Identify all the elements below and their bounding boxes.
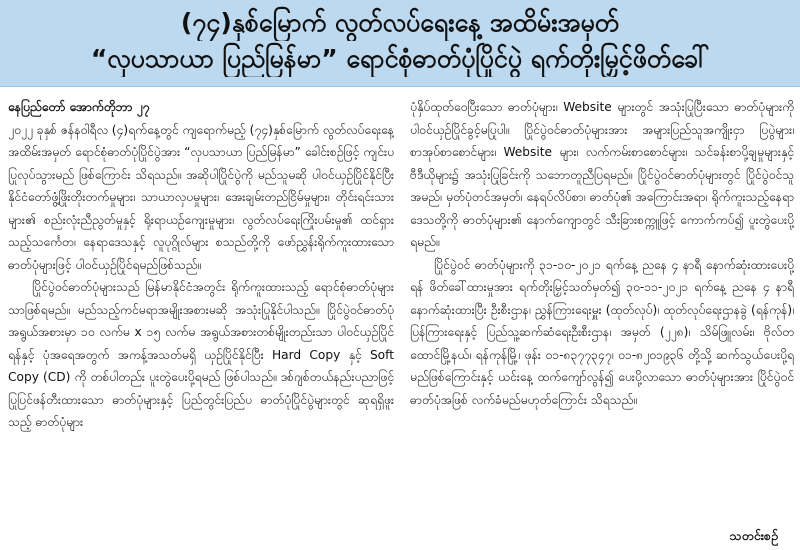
article-paragraph: ပုံနှိပ်ထုတ်ဝေပြီးသော ဓာတ်ပုံများ၊ Website များတွင် အသုံးပြုပြီးသော ဓာတ်ပုံများကို ပါဝင်ယှဉ်ပြိုင်ခွင့်မပြုပါ။ ပြိုင်ပွဲဝင်ဓာတ်ပုံများအား အများပြည်သူအကျိုးငှာ ပြပွဲများ၊ စာအုပ်စာစောင်များ၊ Website များ၊ လက်ကမ်းစာစောင်များ၊ သင်ခန်းစာပို့ချမှုများနှင့် ဗီဒီယိုများ၌ အသုံးပြုခြင်းကို သဘောတူညီပြရမည်။ ပြိုင်ပွဲဝင်ဓာတ်ပုံများတွင် ပြိုင်ပွဲဝင်သူအမည်၊ မှတ်ပုံတင်အမှတ်၊ နေရပ်လိပ်စာ၊ ဓာတ်ပုံ၏ အကြောင်းအရာ၊ ရိုက်ကူးသည့်နေရာဒေသတို့ကို ဓာတ်ပုံများ၏ နောက်ကျောတွင် သီးခြားစက္ကူဖြင့် ကောက်ကပ်၍ ပူးတွဲပေးပို့ရမည်။ xyxy=(410,100,794,249)
headline-line-2: “လှပသာယာ ပြည်မြန်မာ” ရောင်စုံဓာတ်ပုံပြိုင်ပွဲ ရက်တိုးမြှင့်ဖိတ်ခေါ် xyxy=(90,44,710,73)
headline-line-1: (၇၄)နှစ်မြောက် လွတ်လပ်ရေးနေ့ အထိမ်းအမှတ် xyxy=(180,8,620,37)
article-paragraph: ပြိုင်ပွဲဝင်ဓာတ်ပုံများသည် မြန်မာနိုင်ငံအတွင်း ရိုက်ကူးထားသည့် ရောင်စုံဓာတ်ပုံများသာဖြစ်ရမည်။ မည်သည့်ကင်မရာအမျိုးအစားမဆို အသုံးပြုနိုင်ပါသည်။ ပြိုင်ပွဲဝင်ဓာတ်ပုံ အရွယ်အစားမှာ ၁၀ လက်မ x ၁၅ လက်မ အရွယ်အစားတစ်မျိုးတည်းသာ ပါဝင်ယှဉ်ပြိုင်ရန်နှင့် ပုံအရေအတွက် အကန့်အသတ်မရှိ ယှဉ်ပြိုင်နိုင်ပြီး Hard Copy နှင့် Soft Copy (CD) ကို တစ်ပါတည်း ပူးတွဲပေးပို့ရမည် ဖြစ်ပါသည်။ ဒစ်ဂျစ်တယ်နည်းပညာဖြင့် ပြုပြင်ဖန်တီးထားသော ဓာတ်ပုံများနှင့် ပြည်တွင်းပြည်ပ ဓာတ်ပုံပြိုင်ပွဲများတွင် ဆုရရှိဖူးသည့် ဓာတ်ပုံများ xyxy=(8,280,394,429)
byline: သတင်းစဉ် xyxy=(730,528,778,550)
dateline: နေပြည်တော် အောက်တိုဘာ ၂၇ xyxy=(8,100,150,114)
article-paragraph: ၂၀၂၂ ခုနှစ် ဇန်နဝါရီလ (၄)ရက်နေ့တွင် ကျရောက်မည့် (၇၄)နှစ်မြောက် လွတ်လပ်ရေးနေ့ အထိမ်းအမှတ် ရောင်စုံဓာတ်ပုံပြိုင်ပွဲအား “လှပသာယာ ပြည်မြန်မာ” ခေါင်းစဉ်ဖြင့် ကျင်းပပြုလုပ်သွားမည် ဖြစ်ကြောင်း သိရသည်။ အဆိုပါပြိုင်ပွဲကို မည်သူမဆို ပါဝင်ယှဉ်ပြိုင်နိုင်ပြီး နိုင်ငံတော်ဖွံ့ဖြိုးတိုးတက်မှုများ၊ သာယာလှပမှုများ၊ အေးချမ်းတည်ငြိမ်မှုများ၊ တိုင်းရင်းသားများ၏ စည်းလုံးညီညွတ်မှုနှင့် ရိုးရာယဉ်ကျေးမှုများ၊ လွတ်လပ်ရေးကြိုးပမ်းမှု၏ ထင်ရှားသည့်သင်္ကေတ၊ နေရာဒေသနှင့် လူပုဂ္ဂိုလ်များ စသည်တို့ကို ဖော်ညွှန်းရိုက်ကူးထားသော ဓာတ်ပုံများဖြင့် ပါဝင်ယှဉ်ပြိုင်ရမည်ဖြစ်သည်။ xyxy=(8,122,394,272)
headline-banner xyxy=(0,0,800,87)
article-paragraph: ပြိုင်ပွဲဝင် ဓာတ်ပုံများကို ၃၁-၁၀-၂၀၂၁ ရက်နေ့ ညနေ ၄ နာရီ နောက်ဆုံးထားပေးပို့ရန် ဖိတ်ခေါ်ထားမှုအား ရက်တိုးမြှင့်သတ်မှတ်၍ ၃၀-၁၁-၂၀၂၁ ရက်နေ့ ညနေ ၄ နာရီ နောက်ဆုံးထားပြီး ဦးစီးဌာန၊ ညွှန်ကြားရေးမှူး (ထုတ်လုပ်)၊ ထုတ်လုပ်ရေးဌာနခွဲ (ရန်ကုန်)၊ ပြန်ကြားရေးနှင့် ပြည်သူ့ဆက်ဆံရေးဦးစီးဌာန၊ အမှတ် (၂၂၈)၊ သိမ်ဖြူလမ်း၊ ဗိုလ်တထောင်မြို့နယ်၊ ရန်ကုန်မြို့၊ ဖုန်း ၀၁-၈၃၇၇၃၄၇၊ ၀၁-၈၂၀၁၉၃၆ တို့သို့ ဆက်သွယ်ပေးပို့ရမည်ဖြစ်ကြောင်းနှင့် ယင်းနေ့ ထက်ကျော်လွန်၍ ပေးပို့လာသော ဓာတ်ပုံများအား ပြိုင်ပွဲဝင်ဓာတ်ပုံအဖြစ် လက်ခံမည်မဟုတ်ကြောင်း သိရသည်။ xyxy=(410,257,794,407)
article-column-left xyxy=(8,96,394,550)
article-column-right xyxy=(410,96,794,550)
